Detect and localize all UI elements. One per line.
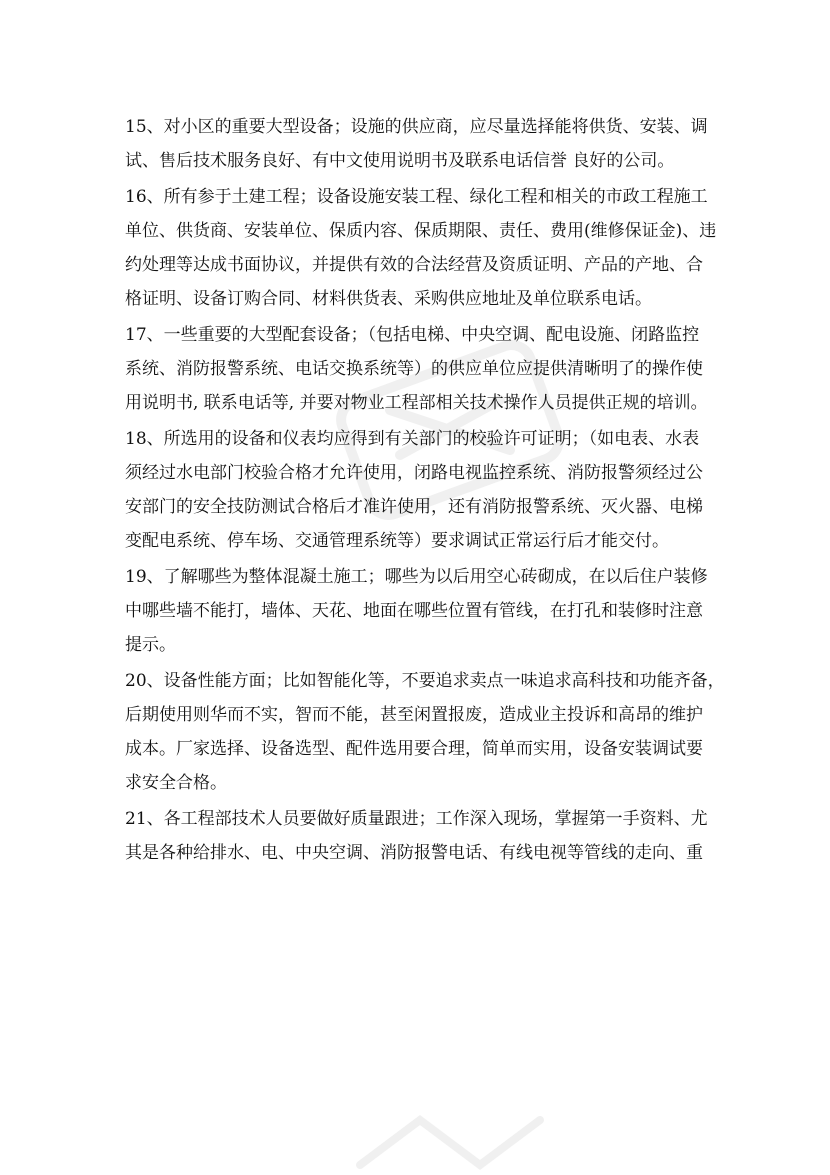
paragraph-20 xyxy=(125,664,725,800)
text-line: 提示。 xyxy=(125,635,176,655)
text-line: 17、一些重要的大型配套设备；（包括电梯、中央空调、配电设施、闭路监控 xyxy=(125,325,700,345)
paragraph-15 xyxy=(125,110,708,178)
text-line: 用说明书, 联系电话等, 并要对物业工程部相关技术操作人员提供正规的培训。 xyxy=(125,393,708,413)
text-line: 20、设备性能方面；比如智能化等，不要追求卖点一味追求高科技和功能齐备， xyxy=(125,671,725,691)
paragraph-18 xyxy=(125,422,705,558)
text-line: 19、了解哪些为整体混凝土施工；哪些为以后用空心砖砌成，在以后住户装修 xyxy=(125,567,708,587)
text-line: 求安全合格。 xyxy=(125,773,227,793)
text-line: 成本。厂家选择、设备选型、配件选用要合理，简单而实用，设备安装调试要 xyxy=(125,739,703,759)
text-line: 后期使用则华而不实，智而不能，甚至闲置报废，造成业主投诉和高昂的维护 xyxy=(125,705,703,725)
paragraph-21 xyxy=(125,802,708,870)
text-line: 格证明、设备订购合同、材料供货表、采购供应地址及单位联系电话。 xyxy=(125,289,652,309)
text-line: 约处理等达成书面协议，并提供有效的合法经营及资质证明、产品的产地、合 xyxy=(125,255,703,275)
watermark-logo-bottom-icon xyxy=(330,1105,570,1175)
text-line: 18、所选用的设备和仪表均应得到有关部门的校验许可证明；（如电表、水表 xyxy=(125,429,700,449)
document-body xyxy=(125,110,725,872)
text-line: 中哪些墙不能打，墙体、天花、地面在哪些位置有管线，在打孔和装修时注意 xyxy=(125,601,703,621)
text-line: 安部门的安全技防测试合格后才准许使用，还有消防报警系统、灭火器、电梯 xyxy=(125,497,703,517)
text-line: 系统、消防报警系统、电话交换系统等）的供应单位应提供清晰明了的操作使 xyxy=(125,359,703,379)
paragraph-19 xyxy=(125,560,708,662)
text-line: 16、所有参于土建工程；设备设施安装工程、绿化工程和相关的市政工程施工 xyxy=(125,187,708,207)
text-line: 15、对小区的重要大型设备；设施的供应商，应尽量选择能将供货、安装、调 xyxy=(125,117,708,137)
text-line: 单位、供货商、安装单位、保质内容、保质期限、责任、费用(维修保证金)、违 xyxy=(125,221,717,241)
paragraph-17 xyxy=(125,318,708,420)
text-line: 其是各种给排水、电、中央空调、消防报警电话、有线电视等管线的走向、重 xyxy=(125,843,703,863)
text-line: 变配电系统、停车场、交通管理系统等）要求调试正常运行后才能交付。 xyxy=(125,531,669,551)
text-line: 须经过水电部门校验合格才允许使用，闭路电视监控系统、消防报警须经过公 xyxy=(125,463,703,483)
text-line: 21、各工程部技术人员要做好质量跟进；工作深入现场，掌握第一手资料、尤 xyxy=(125,809,708,829)
text-line: 试、售后技术服务良好、有中文使用说明书及联系电话信誉 良好的公司。 xyxy=(125,151,675,171)
paragraph-16 xyxy=(125,180,717,316)
